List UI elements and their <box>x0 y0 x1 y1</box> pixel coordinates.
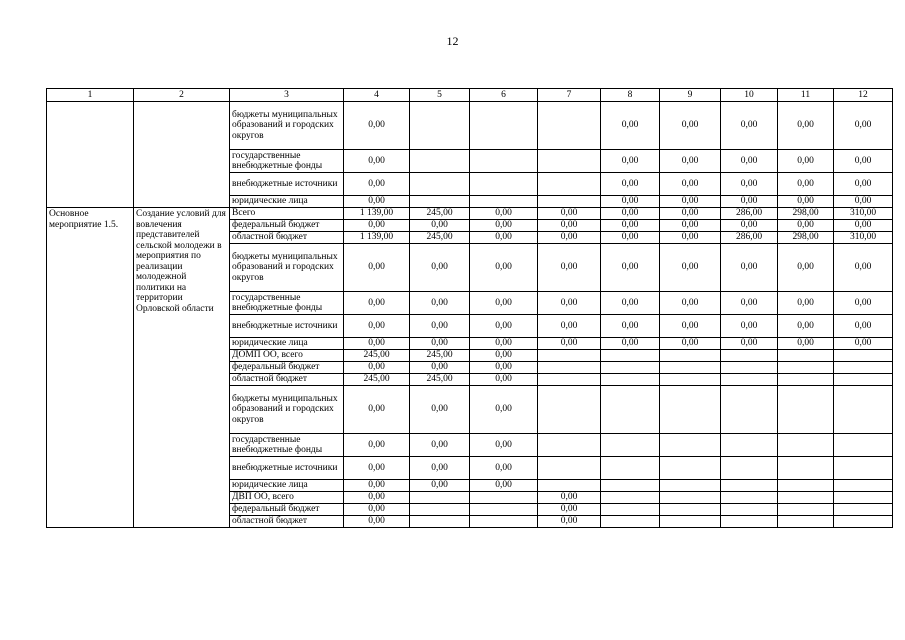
value-cell <box>410 150 470 173</box>
value-cell <box>538 386 601 434</box>
funding-source-cell: государственные внебюджетные фонды <box>230 150 344 173</box>
value-cell: 0,00 <box>778 292 834 315</box>
value-cell: 0,00 <box>721 338 778 350</box>
value-cell: 0,00 <box>344 173 410 196</box>
value-cell <box>834 350 893 362</box>
value-cell: 298,00 <box>778 232 834 244</box>
column-header: 8 <box>601 89 660 102</box>
value-cell: 0,00 <box>410 386 470 434</box>
value-cell: 0,00 <box>470 244 538 292</box>
column-header: 2 <box>134 89 230 102</box>
value-cell: 245,00 <box>344 350 410 362</box>
value-cell <box>778 457 834 480</box>
value-cell: 0,00 <box>470 362 538 374</box>
value-cell: 0,00 <box>660 232 721 244</box>
value-cell: 0,00 <box>410 362 470 374</box>
value-cell <box>470 516 538 528</box>
value-cell: 298,00 <box>778 208 834 220</box>
value-cell: 0,00 <box>344 457 410 480</box>
funding-source-cell: федеральный бюджет <box>230 220 344 232</box>
value-cell <box>410 516 470 528</box>
value-cell <box>834 492 893 504</box>
value-cell <box>778 434 834 457</box>
value-cell: 0,00 <box>470 457 538 480</box>
value-cell <box>778 504 834 516</box>
value-cell: 0,00 <box>538 504 601 516</box>
value-cell: 0,00 <box>778 173 834 196</box>
value-cell <box>470 102 538 150</box>
value-cell: 0,00 <box>410 457 470 480</box>
funding-source-cell: юридические лица <box>230 338 344 350</box>
value-cell <box>470 196 538 208</box>
value-cell: 0,00 <box>470 292 538 315</box>
value-cell: 0,00 <box>660 208 721 220</box>
value-cell: 0,00 <box>721 102 778 150</box>
value-cell <box>538 434 601 457</box>
value-cell <box>721 434 778 457</box>
value-cell: 0,00 <box>410 292 470 315</box>
value-cell <box>834 362 893 374</box>
funding-source-cell: государственные внебюджетные фонды <box>230 292 344 315</box>
value-cell <box>410 504 470 516</box>
funding-source-cell: бюджеты муниципальных образований и городских округов <box>230 102 344 150</box>
value-cell <box>410 102 470 150</box>
funding-source-cell: государственные внебюджетные фонды <box>230 434 344 457</box>
column-header: 12 <box>834 89 893 102</box>
value-cell <box>660 386 721 434</box>
value-cell: 0,00 <box>410 244 470 292</box>
value-cell <box>778 492 834 504</box>
value-cell: 0,00 <box>344 434 410 457</box>
value-cell: 0,00 <box>344 362 410 374</box>
value-cell: 0,00 <box>660 196 721 208</box>
value-cell: 0,00 <box>721 292 778 315</box>
value-cell: 0,00 <box>538 516 601 528</box>
value-cell <box>538 102 601 150</box>
value-cell <box>660 434 721 457</box>
value-cell: 0,00 <box>410 434 470 457</box>
value-cell: 0,00 <box>410 220 470 232</box>
value-cell: 0,00 <box>538 492 601 504</box>
funding-source-cell: ДОМП ОО, всего <box>230 350 344 362</box>
value-cell <box>834 504 893 516</box>
value-cell: 0,00 <box>538 292 601 315</box>
value-cell <box>538 196 601 208</box>
value-cell <box>778 480 834 492</box>
value-cell: 0,00 <box>660 292 721 315</box>
value-cell <box>538 150 601 173</box>
value-cell: 0,00 <box>538 315 601 338</box>
value-cell: 0,00 <box>721 173 778 196</box>
value-cell <box>601 434 660 457</box>
value-cell: 245,00 <box>410 374 470 386</box>
value-cell: 0,00 <box>721 196 778 208</box>
value-cell: 0,00 <box>660 315 721 338</box>
value-cell <box>601 504 660 516</box>
value-cell: 310,00 <box>834 232 893 244</box>
value-cell: 0,00 <box>601 196 660 208</box>
value-cell: 0,00 <box>834 315 893 338</box>
activity-cell: Основное мероприятие 1.5. <box>47 208 134 528</box>
value-cell: 0,00 <box>601 102 660 150</box>
value-cell: 0,00 <box>601 338 660 350</box>
funding-source-cell: внебюджетные источники <box>230 457 344 480</box>
value-cell: 0,00 <box>410 338 470 350</box>
value-cell: 0,00 <box>470 374 538 386</box>
value-cell <box>538 457 601 480</box>
funding-source-cell: юридические лица <box>230 196 344 208</box>
description-cell <box>134 102 230 208</box>
value-cell <box>601 350 660 362</box>
value-cell: 0,00 <box>660 150 721 173</box>
value-cell <box>721 457 778 480</box>
value-cell: 0,00 <box>834 102 893 150</box>
value-cell: 0,00 <box>344 244 410 292</box>
value-cell: 0,00 <box>344 516 410 528</box>
funding-source-cell: федеральный бюджет <box>230 362 344 374</box>
value-cell: 0,00 <box>721 220 778 232</box>
column-header: 7 <box>538 89 601 102</box>
value-cell: 0,00 <box>778 244 834 292</box>
value-cell: 0,00 <box>834 196 893 208</box>
value-cell <box>660 516 721 528</box>
value-cell <box>721 504 778 516</box>
column-header: 1 <box>47 89 134 102</box>
table-row <box>47 208 893 220</box>
value-cell <box>834 516 893 528</box>
value-cell: 0,00 <box>778 338 834 350</box>
value-cell: 0,00 <box>660 220 721 232</box>
funding-source-cell: ДВП ОО, всего <box>230 492 344 504</box>
table-row <box>47 102 893 150</box>
value-cell: 0,00 <box>601 150 660 173</box>
funding-source-cell: областной бюджет <box>230 232 344 244</box>
value-cell: 0,00 <box>834 338 893 350</box>
value-cell: 0,00 <box>538 244 601 292</box>
funding-source-cell: внебюджетные источники <box>230 173 344 196</box>
value-cell: 0,00 <box>538 232 601 244</box>
value-cell: 0,00 <box>721 244 778 292</box>
value-cell: 0,00 <box>344 386 410 434</box>
value-cell <box>601 492 660 504</box>
value-cell: 0,00 <box>344 492 410 504</box>
value-cell: 0,00 <box>778 196 834 208</box>
value-cell: 0,00 <box>470 315 538 338</box>
funding-source-cell: бюджеты муниципальных образований и городских округов <box>230 244 344 292</box>
value-cell: 0,00 <box>470 220 538 232</box>
value-cell: 0,00 <box>601 220 660 232</box>
value-cell <box>410 492 470 504</box>
value-cell <box>601 457 660 480</box>
value-cell <box>778 374 834 386</box>
value-cell: 0,00 <box>470 232 538 244</box>
value-cell <box>538 480 601 492</box>
value-cell: 245,00 <box>410 232 470 244</box>
value-cell <box>660 350 721 362</box>
budget-table-body <box>47 89 893 528</box>
value-cell <box>721 386 778 434</box>
value-cell <box>721 350 778 362</box>
value-cell <box>721 362 778 374</box>
value-cell <box>601 386 660 434</box>
value-cell <box>410 196 470 208</box>
value-cell: 0,00 <box>344 292 410 315</box>
value-cell: 0,00 <box>778 150 834 173</box>
value-cell: 0,00 <box>410 480 470 492</box>
column-header: 9 <box>660 89 721 102</box>
value-cell: 0,00 <box>660 244 721 292</box>
value-cell <box>721 480 778 492</box>
column-header: 5 <box>410 89 470 102</box>
column-header: 6 <box>470 89 538 102</box>
value-cell: 0,00 <box>601 244 660 292</box>
value-cell: 0,00 <box>470 480 538 492</box>
value-cell: 0,00 <box>601 208 660 220</box>
value-cell <box>834 374 893 386</box>
value-cell: 0,00 <box>721 150 778 173</box>
value-cell: 0,00 <box>834 292 893 315</box>
value-cell: 0,00 <box>470 208 538 220</box>
value-cell <box>721 374 778 386</box>
value-cell: 0,00 <box>778 102 834 150</box>
activity-cell <box>47 102 134 208</box>
funding-source-cell: областной бюджет <box>230 516 344 528</box>
value-cell <box>601 516 660 528</box>
value-cell <box>778 362 834 374</box>
value-cell <box>538 173 601 196</box>
value-cell: 0,00 <box>344 504 410 516</box>
value-cell <box>470 504 538 516</box>
value-cell: 0,00 <box>538 220 601 232</box>
funding-source-cell: внебюджетные источники <box>230 315 344 338</box>
value-cell: 0,00 <box>344 102 410 150</box>
funding-source-cell: Всего <box>230 208 344 220</box>
value-cell <box>834 457 893 480</box>
value-cell: 0,00 <box>538 208 601 220</box>
value-cell: 0,00 <box>660 102 721 150</box>
value-cell: 0,00 <box>660 173 721 196</box>
value-cell: 245,00 <box>410 208 470 220</box>
value-cell: 0,00 <box>344 315 410 338</box>
value-cell <box>410 173 470 196</box>
value-cell <box>660 480 721 492</box>
value-cell <box>538 374 601 386</box>
value-cell: 0,00 <box>601 315 660 338</box>
value-cell <box>721 516 778 528</box>
value-cell: 245,00 <box>410 350 470 362</box>
header-row <box>47 89 893 102</box>
value-cell: 0,00 <box>470 434 538 457</box>
value-cell <box>834 386 893 434</box>
funding-source-cell: федеральный бюджет <box>230 504 344 516</box>
value-cell: 286,00 <box>721 208 778 220</box>
budget-table <box>46 88 893 528</box>
value-cell <box>538 362 601 374</box>
value-cell: 0,00 <box>344 480 410 492</box>
value-cell: 0,00 <box>344 150 410 173</box>
description-cell: Создание условий для вовлечения представителей сельской молодежи в мероприятия по реализации молодежной политики на территории Орловской области <box>134 208 230 528</box>
value-cell: 286,00 <box>721 232 778 244</box>
value-cell: 0,00 <box>834 244 893 292</box>
value-cell: 0,00 <box>344 338 410 350</box>
value-cell <box>470 173 538 196</box>
value-cell: 0,00 <box>344 220 410 232</box>
value-cell <box>601 374 660 386</box>
value-cell <box>660 492 721 504</box>
value-cell: 0,00 <box>834 220 893 232</box>
value-cell: 0,00 <box>538 338 601 350</box>
value-cell <box>834 434 893 457</box>
value-cell: 0,00 <box>470 338 538 350</box>
value-cell <box>721 492 778 504</box>
funding-source-cell: областной бюджет <box>230 374 344 386</box>
value-cell <box>660 374 721 386</box>
value-cell: 0,00 <box>834 150 893 173</box>
value-cell: 0,00 <box>601 232 660 244</box>
value-cell: 0,00 <box>778 315 834 338</box>
value-cell: 0,00 <box>778 220 834 232</box>
value-cell <box>778 386 834 434</box>
value-cell <box>660 504 721 516</box>
value-cell <box>601 480 660 492</box>
value-cell: 0,00 <box>344 196 410 208</box>
value-cell <box>660 457 721 480</box>
page-number: 12 <box>446 34 459 48</box>
value-cell: 1 139,00 <box>344 232 410 244</box>
value-cell <box>470 150 538 173</box>
value-cell: 0,00 <box>660 338 721 350</box>
column-header: 10 <box>721 89 778 102</box>
funding-source-cell: бюджеты муниципальных образований и городских округов <box>230 386 344 434</box>
value-cell <box>601 362 660 374</box>
value-cell: 1 139,00 <box>344 208 410 220</box>
column-header: 3 <box>230 89 344 102</box>
value-cell: 0,00 <box>834 173 893 196</box>
value-cell: 0,00 <box>601 292 660 315</box>
value-cell: 0,00 <box>470 386 538 434</box>
value-cell: 245,00 <box>344 374 410 386</box>
value-cell <box>778 350 834 362</box>
value-cell <box>834 480 893 492</box>
value-cell: 310,00 <box>834 208 893 220</box>
value-cell: 0,00 <box>470 350 538 362</box>
column-header: 4 <box>344 89 410 102</box>
value-cell: 0,00 <box>601 173 660 196</box>
value-cell <box>778 516 834 528</box>
value-cell <box>470 492 538 504</box>
value-cell: 0,00 <box>410 315 470 338</box>
value-cell: 0,00 <box>721 315 778 338</box>
value-cell <box>660 362 721 374</box>
column-header: 11 <box>778 89 834 102</box>
value-cell <box>538 350 601 362</box>
funding-source-cell: юридические лица <box>230 480 344 492</box>
